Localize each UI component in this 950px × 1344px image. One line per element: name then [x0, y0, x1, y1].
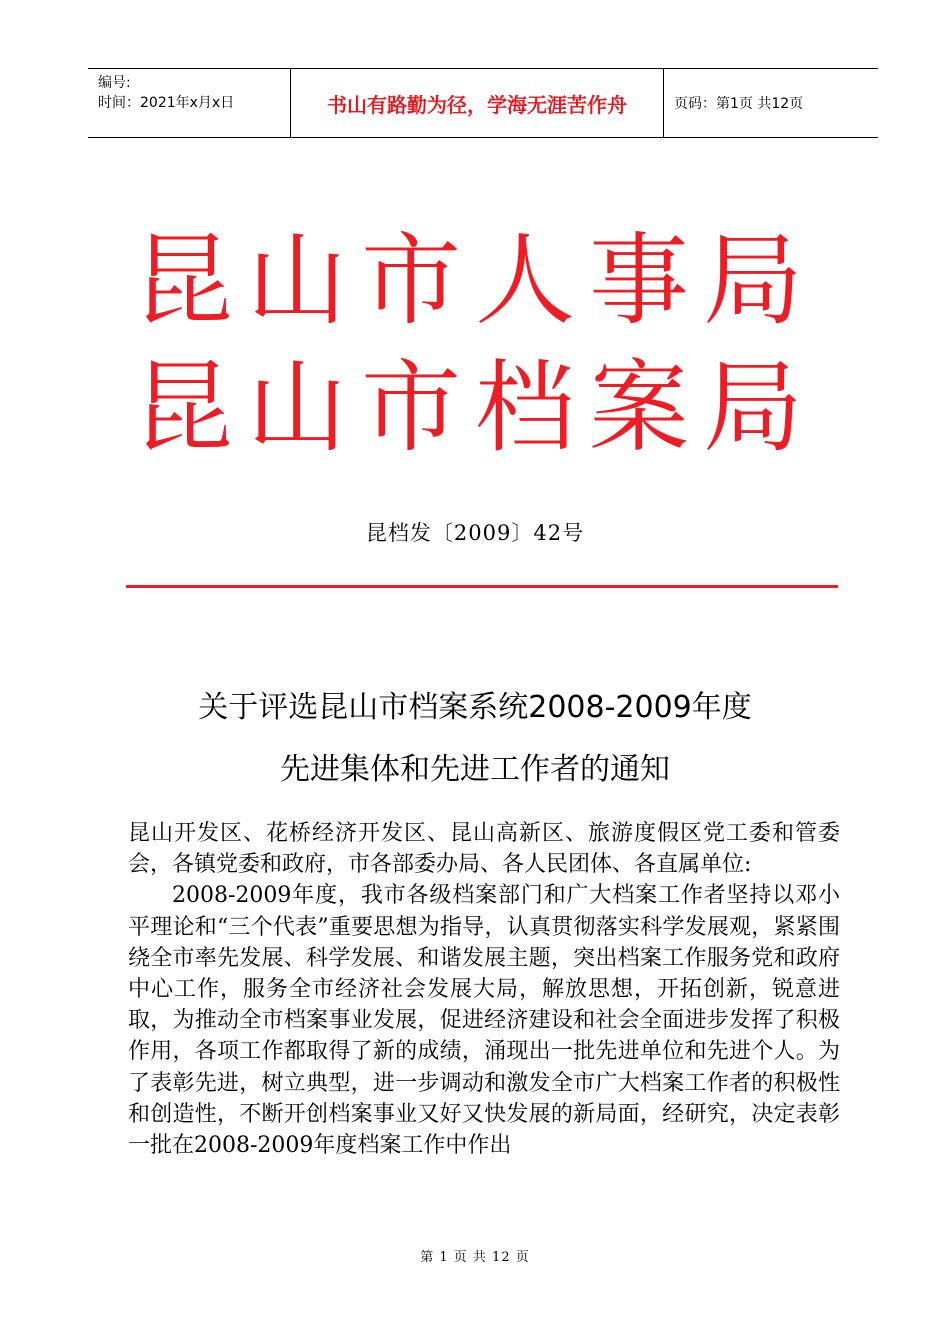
- notice-title-line-1: 关于评选昆山市档案系统2008-2009年度: [198, 690, 752, 725]
- document-number: 昆档发〔2009〕42号: [365, 521, 585, 545]
- header-table: [88, 68, 878, 138]
- org-name-line-1: 昆山市人事局: [133, 222, 817, 339]
- header-left-cell: [88, 69, 290, 137]
- org-name-line-2: 昆山市档案局: [133, 349, 817, 466]
- notice-body: [128, 818, 840, 1161]
- time-label: 时间：2021年x月x日: [98, 95, 235, 111]
- page-info: 页码：第1页 共12页: [674, 96, 804, 112]
- red-divider: [126, 585, 838, 588]
- body-paragraph: 2008-2009年度，我市各级档案部门和广大档案工作者坚持以邓小平理论和“三个代表”重要思想为指导，认真贯彻落实科学发展观，紧紧围绕全市率先发展、科学发展、和谐发展主题，突出档案工作服务党和政府中心工作，服务全市经济社会发展大局，解放思想，开拓创新，锐意进取，为推动全市档案事业发展，促进经济建设和社会全面进步发挥了积极作用，各项工作都取得了新的成绩，涌现出一批先进单位和先进个人。为了表彰先进，树立典型，进一步调动和激发全市广大档案工作者的积极性和创造性，不断开创档案事业又好又快发展的新局面，经研究，决定表彰一批在2008-2009年度档案工作中作出: [128, 883, 840, 1159]
- page-footer: 第 1 页 共 12 页: [420, 1250, 530, 1265]
- number-label: 编号:: [98, 75, 131, 91]
- motto: 书山有路勤为径，学海无涯苦作舟: [290, 69, 664, 137]
- recipients: 昆山开发区、花桥经济开发区、昆山高新区、旅游度假区党工委和管委会，各镇党委和政府，市各部委办局、各人民团体、各直属单位:: [128, 821, 840, 878]
- notice-title-line-2: 先进集体和先进工作者的通知: [280, 752, 670, 787]
